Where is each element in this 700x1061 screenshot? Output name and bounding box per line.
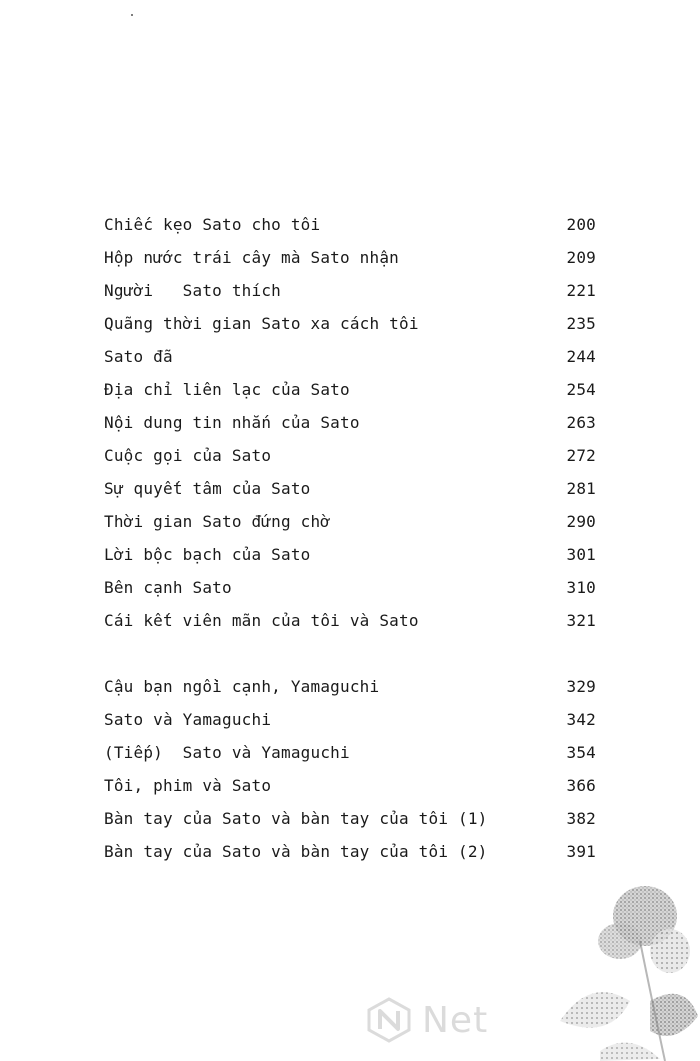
- toc-entry-title: (Tiếp) Sato và Yamaguchi: [104, 743, 350, 762]
- toc-entry-page-number: 329: [566, 677, 596, 696]
- flower-illustration-icon: [500, 881, 700, 1061]
- toc-entry: [104, 703, 596, 736]
- toc-entry-title: Sato đã: [104, 347, 173, 366]
- toc-entry-page-number: 221: [566, 281, 596, 300]
- toc-entry-title: Sato và Yamaguchi: [104, 710, 272, 729]
- watermark: [366, 997, 488, 1043]
- toc-entry-title: Thời gian Sato đứng chờ: [104, 512, 331, 531]
- toc-entry-page-number: 281: [566, 479, 596, 498]
- toc-entry: [104, 670, 596, 703]
- toc-entry: [104, 736, 596, 769]
- toc-group-1: [104, 208, 596, 637]
- toc-entry-page-number: 354: [566, 743, 596, 762]
- watermark-text: Net: [422, 999, 489, 1041]
- toc-entry-page-number: 391: [566, 842, 596, 861]
- nettruyen-logo-icon: [366, 997, 412, 1043]
- toc-entry-title: Tôi, phim và Sato: [104, 776, 272, 795]
- toc-entry-page-number: 235: [566, 314, 596, 333]
- toc-entry: [104, 208, 596, 241]
- toc-entry-page-number: 244: [566, 347, 596, 366]
- toc-entry-page-number: 200: [566, 215, 596, 234]
- toc-entry: [104, 406, 596, 439]
- toc-entry-title: Nội dung tin nhắn của Sato: [104, 413, 360, 432]
- toc-entry: [104, 274, 596, 307]
- toc-entry-page-number: 310: [566, 578, 596, 597]
- toc-entry-page-number: 254: [566, 380, 596, 399]
- toc-entry-title: Cái kết viên mãn của tôi và Sato: [104, 611, 419, 630]
- toc-entry-title: Cậu bạn ngồi cạnh, Yamaguchi: [104, 677, 380, 696]
- toc-entry: [104, 769, 596, 802]
- toc-entry-title: Cuộc gọi của Sato: [104, 446, 272, 465]
- toc-entry-title: Bàn tay của Sato và bàn tay của tôi (2): [104, 842, 488, 861]
- toc-entry-page-number: 382: [566, 809, 596, 828]
- toc-entry-page-number: 321: [566, 611, 596, 630]
- toc-entry: [104, 835, 596, 868]
- toc-entry: [104, 373, 596, 406]
- toc-entry-title: Sự quyết tâm của Sato: [104, 479, 311, 498]
- toc-entry-title: Lời bộc bạch của Sato: [104, 545, 311, 564]
- toc-entry-page-number: 342: [566, 710, 596, 729]
- toc-entry: [104, 538, 596, 571]
- table-of-contents: [104, 208, 596, 868]
- toc-entry-title: Người Sato thích: [104, 281, 281, 300]
- toc-entry: [104, 604, 596, 637]
- toc-entry-title: Địa chỉ liên lạc của Sato: [104, 380, 350, 399]
- print-speck: [131, 14, 133, 16]
- toc-group-2: [104, 670, 596, 868]
- toc-entry-page-number: 272: [566, 446, 596, 465]
- toc-entry-title: Hộp nước trái cây mà Sato nhận: [104, 248, 399, 267]
- toc-entry-title: Quãng thời gian Sato xa cách tôi: [104, 314, 419, 333]
- toc-entry-page-number: 209: [566, 248, 596, 267]
- toc-entry-page-number: 301: [566, 545, 596, 564]
- toc-entry: [104, 241, 596, 274]
- toc-entry-page-number: 263: [566, 413, 596, 432]
- toc-entry-title: Bên cạnh Sato: [104, 578, 232, 597]
- toc-entry: [104, 340, 596, 373]
- toc-entry-page-number: 366: [566, 776, 596, 795]
- toc-entry-title: Chiếc kẹo Sato cho tôi: [104, 215, 321, 234]
- toc-entry-title: Bàn tay của Sato và bàn tay của tôi (1): [104, 809, 488, 828]
- toc-entry: [104, 505, 596, 538]
- toc-entry: [104, 472, 596, 505]
- toc-entry: [104, 307, 596, 340]
- toc-entry: [104, 439, 596, 472]
- toc-entry: [104, 571, 596, 604]
- toc-entry-page-number: 290: [566, 512, 596, 531]
- toc-entry: [104, 802, 596, 835]
